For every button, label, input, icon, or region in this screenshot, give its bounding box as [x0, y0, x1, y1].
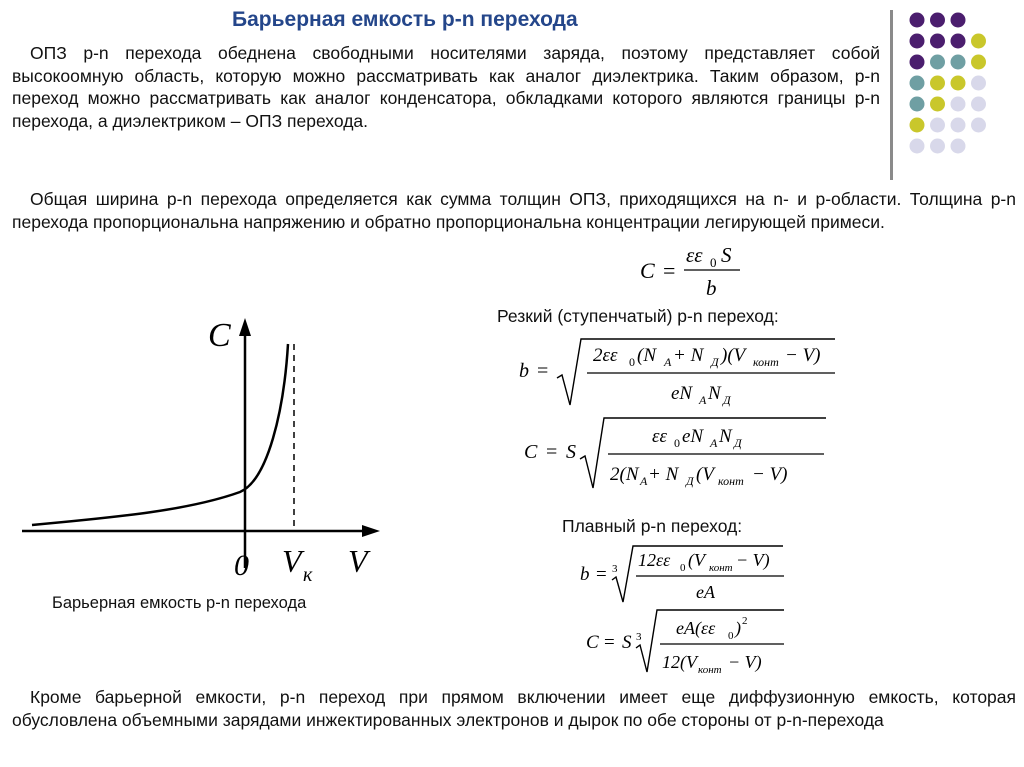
- svg-text:=: =: [546, 441, 558, 463]
- decorative-dot: [951, 13, 966, 28]
- decorative-dot: [930, 118, 945, 133]
- decorative-dot: [910, 55, 925, 70]
- capacitance-curve: [32, 344, 288, 525]
- decorative-dot: [910, 139, 925, 154]
- graph-caption: Барьерная емкость p-n перехода: [52, 594, 307, 612]
- label-abrupt-junction: Резкий (ступенчатый) p-n переход:: [497, 306, 779, 326]
- decorative-dot: [951, 97, 966, 112]
- svg-text:b: b: [519, 360, 529, 382]
- decorative-dot: [951, 34, 966, 49]
- x-axis-arrow: [362, 525, 380, 537]
- svg-text:): ): [735, 618, 741, 638]
- svg-text:+ N: + N: [673, 345, 704, 366]
- svg-text:A: A: [664, 355, 672, 369]
- svg-text:2: 2: [742, 615, 748, 627]
- divider-rule: [890, 10, 893, 180]
- decorative-dot: [930, 76, 945, 91]
- svg-text:− V): − V): [728, 652, 762, 672]
- svg-text:eA: eA: [696, 582, 715, 602]
- decorative-dot: [951, 139, 966, 154]
- svg-text:конт: конт: [709, 562, 733, 574]
- svg-text:(V: (V: [688, 550, 705, 570]
- decorative-dot: [910, 13, 925, 28]
- svg-text:конт: конт: [718, 474, 744, 488]
- svg-text:Д: Д: [734, 436, 742, 450]
- svg-text:=: =: [537, 360, 549, 382]
- vk-subscript: к: [303, 564, 313, 586]
- svg-text:2εε: 2εε: [593, 345, 618, 366]
- svg-text:Д: Д: [723, 393, 731, 407]
- svg-text:=: =: [596, 564, 607, 585]
- svg-text:конт: конт: [698, 664, 722, 676]
- formula-width-smooth: [578, 540, 798, 606]
- svg-text:b: b: [706, 276, 717, 300]
- svg-text:A: A: [640, 474, 648, 488]
- svg-text:Д: Д: [686, 474, 694, 488]
- decorative-dot: [930, 139, 945, 154]
- svg-text:b: b: [580, 564, 590, 585]
- svg-text:εε: εε: [652, 426, 667, 447]
- svg-text:3: 3: [612, 563, 618, 575]
- svg-text:S: S: [566, 441, 576, 463]
- decorative-dot: [910, 97, 925, 112]
- vk-label: V: [282, 543, 302, 579]
- origin-label: 0: [234, 549, 249, 582]
- svg-text:N: N: [719, 426, 732, 447]
- decorative-dot: [951, 76, 966, 91]
- decorative-dot: [930, 55, 945, 70]
- svg-text:εε: εε: [686, 243, 703, 267]
- svg-text:)(V: )(V: [721, 345, 746, 366]
- svg-text:0: 0: [728, 630, 734, 642]
- formula-capacitance-abrupt: [520, 412, 840, 496]
- decorative-dot: [930, 13, 945, 28]
- svg-text:Д: Д: [711, 355, 719, 369]
- decorative-dot: [930, 34, 945, 49]
- svg-text:N: N: [708, 383, 721, 404]
- svg-text:0: 0: [629, 355, 635, 369]
- svg-text:конт: конт: [753, 355, 779, 369]
- decorative-dot: [951, 118, 966, 133]
- capacitance-voltage-graph: [0, 300, 420, 590]
- svg-text:=: =: [604, 632, 615, 653]
- formula-capacitance-smooth: [584, 604, 794, 676]
- y-axis-label: C: [208, 317, 231, 354]
- formula-width-abrupt: [515, 333, 845, 413]
- svg-text:− V): − V): [736, 550, 770, 570]
- decorative-dot: [971, 118, 986, 133]
- decorative-dot: [910, 76, 925, 91]
- svg-text:0: 0: [710, 255, 717, 270]
- svg-text:A: A: [699, 393, 707, 407]
- formula-capacitance-basic: [636, 240, 756, 302]
- svg-text:C: C: [524, 441, 538, 463]
- svg-text:− V): − V): [752, 464, 788, 485]
- decorative-dot: [951, 55, 966, 70]
- svg-text:=: =: [663, 258, 676, 283]
- decorative-dot: [971, 76, 986, 91]
- decorative-dot: [971, 55, 986, 70]
- svg-text:C: C: [640, 258, 655, 283]
- slide-title: Барьерная емкость p-n перехода: [232, 8, 578, 31]
- decorative-dot: [971, 34, 986, 49]
- svg-text:− V): − V): [785, 345, 821, 366]
- paragraph-junction-width: Общая ширина p-n перехода определяется как сумма толщин ОПЗ, приходящихся на n- и p-области. Толщина p-n перехода пропорциональна напряжению и обратно пропорциональна концентрации легирующей примеси.: [12, 189, 1016, 232]
- decorative-dot: [930, 97, 945, 112]
- svg-text:3: 3: [636, 631, 642, 643]
- decorative-dot: [910, 34, 925, 49]
- svg-text:(V: (V: [696, 464, 714, 485]
- svg-text:0: 0: [680, 562, 686, 574]
- svg-text:C: C: [586, 632, 599, 653]
- decorative-dot: [971, 97, 986, 112]
- svg-text:12(V: 12(V: [662, 652, 697, 672]
- svg-text:eN: eN: [682, 426, 704, 447]
- label-smooth-junction: Плавный p-n переход:: [562, 516, 743, 536]
- y-axis-arrow: [239, 318, 251, 336]
- svg-text:(N: (N: [637, 345, 656, 366]
- svg-text:2(N: 2(N: [610, 464, 639, 485]
- svg-text:S: S: [622, 632, 632, 653]
- x-axis-label: V: [348, 543, 368, 579]
- svg-text:eN: eN: [671, 383, 693, 404]
- paragraph-diffusion-capacitance: Кроме барьерной емкости, p-n переход при прямом включении имеет еще диффузионную емкость, которая обусловлена объемными зарядами инжектированных электронов и дырок по обе стороны от p-n-перехода: [12, 687, 1016, 730]
- paragraph-depletion-region: ОПЗ p-n перехода обеднена свободными носителями заряда, поэтому представляет собой высокоомную область, которую можно рассматривать как аналог диэлектрика. Таким образом, p-n переход можно рассматривать как аналог конденсатора, обкладками которого являются границы p-n перехода, а диэлектриком – ОПЗ перехода.: [12, 43, 880, 131]
- svg-text:eA(εε: eA(εε: [676, 618, 716, 638]
- svg-text:0: 0: [674, 436, 680, 450]
- svg-text:A: A: [710, 436, 718, 450]
- decorative-dot: [910, 118, 925, 133]
- svg-text:S: S: [721, 243, 732, 267]
- svg-text:+ N: + N: [648, 464, 679, 485]
- svg-text:12εε: 12εε: [638, 550, 671, 570]
